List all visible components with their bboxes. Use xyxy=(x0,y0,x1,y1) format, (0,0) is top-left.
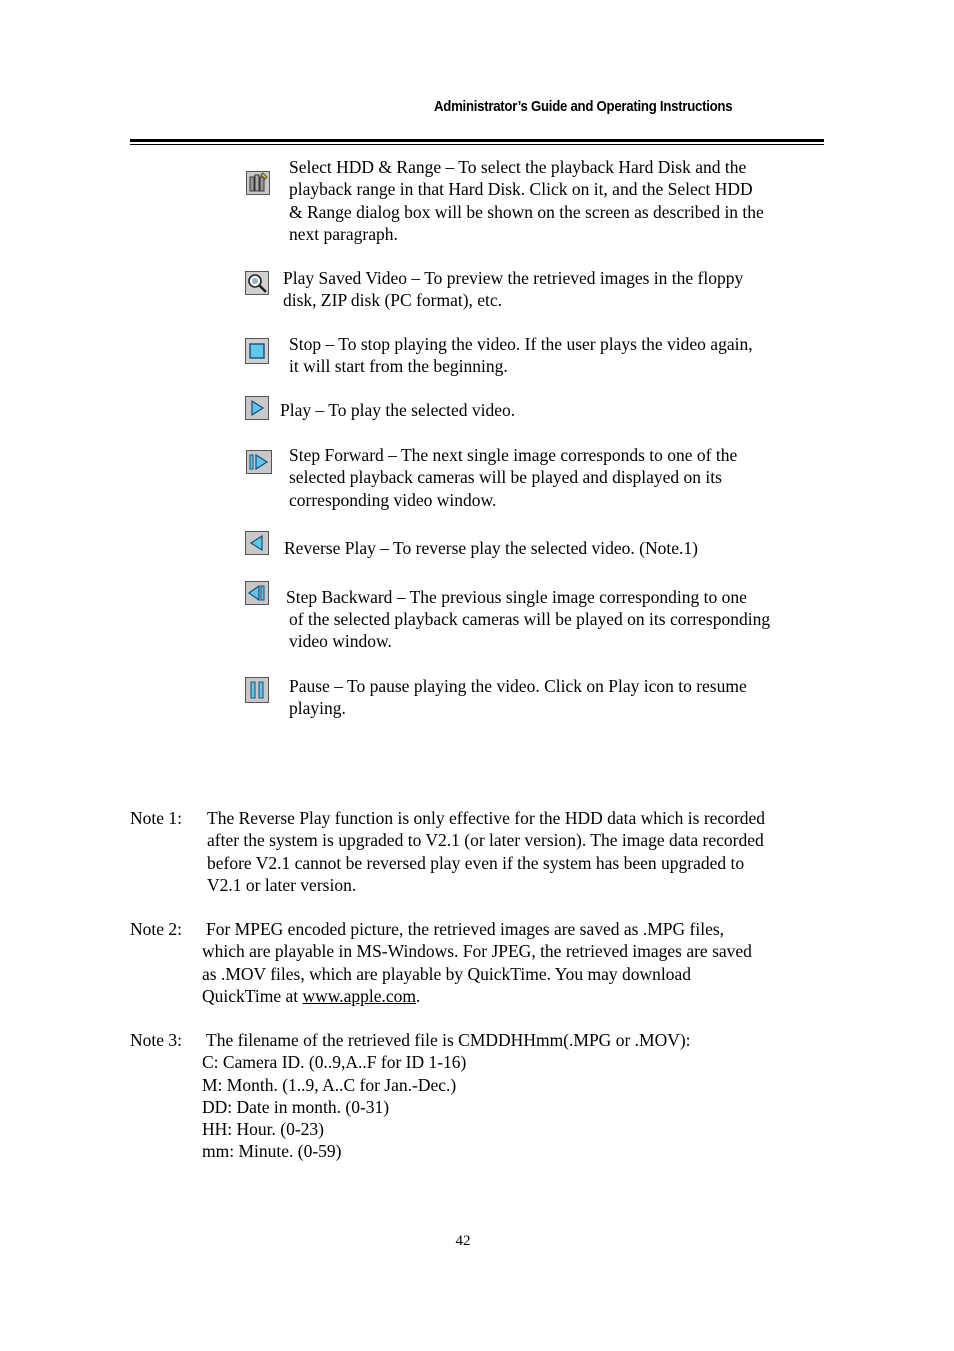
step-forward-description: Step Forward – The next single image corresponds to one of the selected playback cameras will be played and displayed on its corresponding video window. xyxy=(289,445,738,510)
note-2-body-rest xyxy=(202,940,842,1007)
note-2-label: Note 2: xyxy=(130,919,183,939)
apple-link[interactable]: www.apple.com xyxy=(302,985,417,1006)
step-backward-description-first: Step Backward – The previous single image corresponding to one xyxy=(286,587,747,607)
note-2-period: . xyxy=(416,985,421,1006)
note-1-body: The Reverse Play function is only effective for the HDD data which is recorded after the system is upgraded to V2.1 (or later version). The image data recorded before V2.1 cannot be reversed play even if the system has been upgraded to V2.1 or later version. xyxy=(207,808,766,895)
step-forward-icon[interactable] xyxy=(246,450,268,472)
select-hdd-range-icon[interactable] xyxy=(246,171,268,193)
play-icon[interactable] xyxy=(245,396,267,418)
note-3-label: Note 3: xyxy=(130,1030,183,1050)
pause-description: Pause – To pause playing the video. Click on Play icon to resume playing. xyxy=(289,676,747,719)
note-3-body-rest: C: Camera ID. (0..9,A..F for ID 1-16) M: Month. (1..9, A..C for Jan.-Dec.) DD: Date in month. (0-31) HH: Hour. (0-23) mm: Minute. (0-59) xyxy=(202,1052,467,1162)
play-saved-video-icon[interactable] xyxy=(245,271,267,293)
page-header-title: Administrator’s Guide and Operating Instructions xyxy=(434,98,733,115)
stop-icon[interactable] xyxy=(245,338,267,360)
note-2-body-text: which are playable in MS-Windows. For JPEG, the retrieved images are saved as .MOV files, which are playable by QuickTime. You may download QuickTime at xyxy=(202,941,752,1006)
reverse-play-description: Reverse Play – To reverse play the selected video. (Note.1) xyxy=(284,538,698,558)
step-backward-description-rest: of the selected playback cameras will be played on its corresponding video window. xyxy=(289,609,771,652)
note-1-label: Note 1: xyxy=(130,808,183,828)
select-hdd-range-description: Select HDD & Range – To select the playback Hard Disk and the playback range in that Hard Disk. Click on it, and the Select HDD & Range dialog box will be shown on the screen as described in the next paragraph. xyxy=(289,157,764,244)
stop-description: Stop – To stop playing the video. If the user plays the video again, it will start from the beginning. xyxy=(289,334,753,377)
play-saved-video-description: Play Saved Video – To preview the retrieved images in the floppy disk, ZIP disk (PC format), etc. xyxy=(283,268,744,311)
note-2-body-first: For MPEG encoded picture, the retrieved images are saved as .MPG files, xyxy=(206,919,725,939)
note-3-body-first: The filename of the retrieved file is CMDDHHmm(.MPG or .MOV): xyxy=(206,1030,691,1050)
header-rule-thin xyxy=(130,144,824,145)
header-rule-thick xyxy=(130,139,824,142)
step-backward-icon[interactable] xyxy=(245,581,267,603)
play-description: Play – To play the selected video. xyxy=(280,400,516,420)
pause-icon[interactable] xyxy=(245,677,267,699)
reverse-play-icon[interactable] xyxy=(245,531,267,553)
page-number: 42 xyxy=(455,1233,471,1249)
